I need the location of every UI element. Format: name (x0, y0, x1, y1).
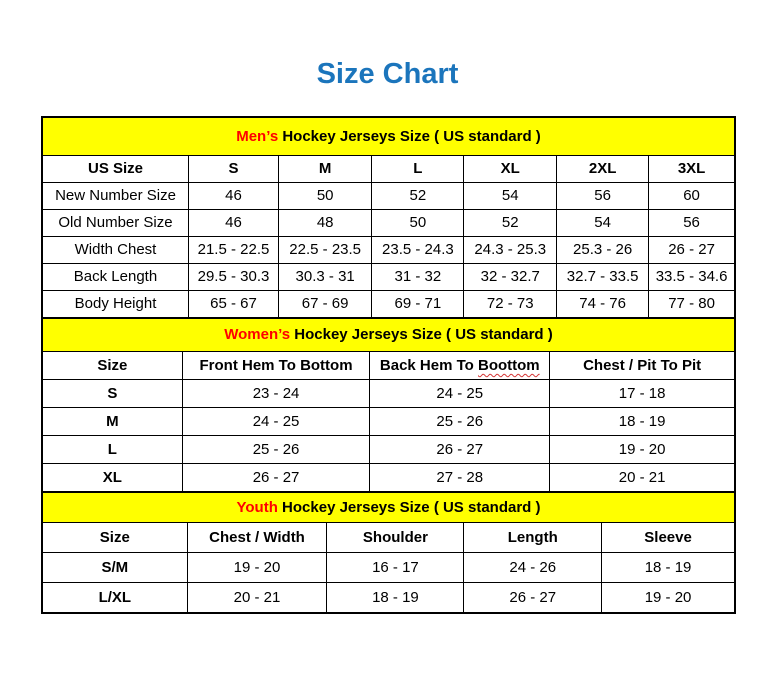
column-header: 2XL (557, 156, 649, 183)
section-highlight-label: Youth (236, 498, 278, 516)
column-header: Size (43, 352, 183, 380)
table-cell: 74 - 76 (557, 291, 649, 318)
column-header: XL (464, 156, 557, 183)
table-row (43, 237, 735, 264)
table-row (43, 210, 735, 237)
table-cell: 19 - 20 (550, 436, 735, 464)
table-cell: 32.7 - 33.5 (557, 264, 649, 291)
table-cell: 29.5 - 30.3 (189, 264, 279, 291)
page-title: Size Chart (316, 58, 459, 90)
table-cell: 31 - 32 (372, 264, 464, 291)
table-cell: 20 - 21 (187, 583, 327, 613)
table-row (43, 183, 735, 210)
table-cell: 52 (464, 210, 557, 237)
mens-section-header (43, 118, 735, 156)
column-header: Shoulder (327, 523, 464, 553)
table-cell: 65 - 67 (189, 291, 279, 318)
table-cell: 60 (649, 183, 735, 210)
size-tables-container (41, 116, 736, 614)
table-row (43, 583, 735, 613)
section-header-row (43, 319, 735, 352)
table-cell: 54 (557, 210, 649, 237)
table-cell: 25 - 26 (370, 408, 550, 436)
table-cell: 25 - 26 (182, 436, 370, 464)
table-cell: 33.5 - 34.6 (649, 264, 735, 291)
table-row (43, 291, 735, 318)
section-title-label: Hockey Jerseys Size ( US standard ) (290, 326, 553, 344)
table-cell: 24.3 - 25.3 (464, 237, 557, 264)
column-header: S (189, 156, 279, 183)
table-cell: 56 (557, 183, 649, 210)
table-cell: 18 - 19 (550, 408, 735, 436)
column-header: 3XL (649, 156, 735, 183)
table-cell: 32 - 32.7 (464, 264, 557, 291)
table-cell: 54 (464, 183, 557, 210)
table-cell: 26 - 27 (370, 436, 550, 464)
column-header: US Size (43, 156, 189, 183)
table-row (43, 464, 735, 492)
column-header: Size (43, 523, 188, 553)
table-cell: 16 - 17 (327, 553, 464, 583)
column-header-row (43, 352, 735, 380)
table-cell: 27 - 28 (370, 464, 550, 492)
table-cell: 30.3 - 31 (278, 264, 371, 291)
column-header: Chest / Pit To Pit (550, 352, 735, 380)
row-label: S/M (43, 553, 188, 583)
column-header: L (372, 156, 464, 183)
table-cell: 21.5 - 22.5 (189, 237, 279, 264)
youth-size-table (42, 492, 735, 613)
table-cell: 67 - 69 (278, 291, 371, 318)
table-cell: 18 - 19 (602, 553, 735, 583)
section-header-row (43, 493, 735, 523)
table-cell: 69 - 71 (372, 291, 464, 318)
row-label: L/XL (43, 583, 188, 613)
table-cell: 46 (189, 183, 279, 210)
column-header: M (278, 156, 371, 183)
table-row (43, 408, 735, 436)
table-row (43, 436, 735, 464)
section-highlight-label: Women’s (224, 326, 291, 344)
row-label: S (43, 380, 183, 408)
table-cell: 26 - 27 (464, 583, 602, 613)
misspelled-word: Boottom (477, 356, 540, 374)
column-header-text: Back Hem To (379, 356, 478, 374)
youth-section-header (43, 493, 735, 523)
table-cell: 56 (649, 210, 735, 237)
column-header (370, 352, 550, 380)
table-cell: 20 - 21 (550, 464, 735, 492)
table-cell: 23.5 - 24.3 (372, 237, 464, 264)
mens-size-table (42, 117, 735, 318)
table-cell: 24 - 26 (464, 553, 602, 583)
section-title-label: Hockey Jerseys Size ( US standard ) (277, 498, 541, 516)
table-cell: 23 - 24 (182, 380, 370, 408)
table-cell: 24 - 25 (182, 408, 370, 436)
section-header-row (43, 118, 735, 156)
column-header: Chest / Width (187, 523, 327, 553)
table-row (43, 553, 735, 583)
table-cell: 50 (278, 183, 371, 210)
column-header-row (43, 523, 735, 553)
table-cell: 19 - 20 (187, 553, 327, 583)
table-cell: 48 (278, 210, 371, 237)
row-label: New Number Size (43, 183, 189, 210)
row-label: Body Height (43, 291, 189, 318)
table-cell: 24 - 25 (370, 380, 550, 408)
row-label: L (43, 436, 183, 464)
table-cell: 18 - 19 (327, 583, 464, 613)
table-cell: 22.5 - 23.5 (278, 237, 371, 264)
table-cell: 26 - 27 (182, 464, 370, 492)
column-header-row (43, 156, 735, 183)
table-cell: 26 - 27 (649, 237, 735, 264)
table-cell: 50 (372, 210, 464, 237)
table-cell: 72 - 73 (464, 291, 557, 318)
table-cell: 25.3 - 26 (557, 237, 649, 264)
womens-size-table (42, 318, 735, 492)
table-cell: 46 (189, 210, 279, 237)
table-cell: 77 - 80 (649, 291, 735, 318)
table-cell: 19 - 20 (602, 583, 735, 613)
table-row (43, 380, 735, 408)
row-label: Back Length (43, 264, 189, 291)
row-label: Old Number Size (43, 210, 189, 237)
table-cell: 17 - 18 (550, 380, 735, 408)
table-row (43, 264, 735, 291)
column-header: Length (464, 523, 602, 553)
section-highlight-label: Men’s (236, 127, 279, 145)
row-label: XL (43, 464, 183, 492)
table-cell: 52 (372, 183, 464, 210)
row-label: M (43, 408, 183, 436)
column-header: Front Hem To Bottom (182, 352, 370, 380)
section-title-label: Hockey Jerseys Size ( US standard ) (278, 127, 541, 145)
row-label: Width Chest (43, 237, 189, 264)
womens-section-header (43, 319, 735, 352)
column-header: Sleeve (602, 523, 735, 553)
